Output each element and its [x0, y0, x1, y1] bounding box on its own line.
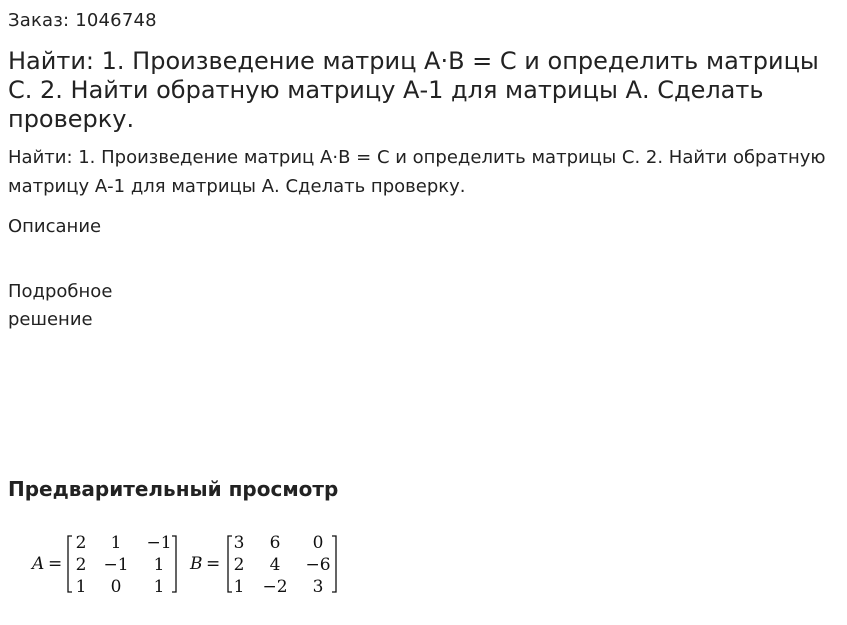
matrix-b-cell: 6: [269, 533, 281, 553]
matrix-formula: [30, 530, 350, 598]
matrix-b-equals: =: [206, 554, 221, 574]
page-title: Найти: 1. Произведение матриц А·В = С и определить матрицы С. 2. Найти обратную матрицу А-1 для матрицы А. Сделать проверку.: [8, 47, 819, 133]
matrix-a-cell: 1: [153, 555, 165, 575]
matrix-b-cell: 2: [233, 555, 245, 575]
matrix-a-cell: 2: [75, 555, 87, 575]
matrix-a-equals: =: [48, 554, 63, 574]
matrix-b-name: B: [190, 554, 203, 574]
detailed-solution-label: Подробное решение: [8, 281, 113, 330]
matrix-a-cell: 1: [75, 577, 87, 597]
matrix-b-right-bracket: [332, 536, 336, 592]
task-summary: Найти: 1. Произведение матриц А·В = С и определить матрицы С. 2. Найти обратную матрицу А-1 для матрицы А. Сделать проверку.: [8, 147, 826, 197]
matrix-b-cell: −6: [305, 555, 331, 575]
matrix-a-cell: −1: [103, 555, 129, 575]
matrix-b-cell: 0: [312, 533, 324, 553]
matrix-a-cell: 1: [153, 577, 165, 597]
matrix-b-left-bracket: [228, 536, 232, 592]
matrix-a-left-bracket: [68, 536, 72, 592]
matrix-preview: [30, 530, 350, 598]
matrix-a-name: A: [32, 554, 45, 574]
preview-heading: Предварительный просмотр: [8, 477, 339, 501]
matrix-b-cell: 4: [269, 555, 281, 575]
matrix-b-cell: −2: [262, 577, 288, 597]
matrix-a-cell: −1: [146, 533, 172, 553]
matrix-b-cell: 3: [312, 577, 324, 597]
matrix-b-cell: 1: [233, 577, 245, 597]
matrix-a-cell: 0: [110, 577, 122, 597]
matrix-a-cell: 1: [110, 533, 122, 553]
matrix-a-right-bracket: [172, 536, 176, 592]
matrix-a-cell: 2: [75, 533, 87, 553]
description-label: Описание: [8, 216, 102, 237]
matrix-b-cell: 3: [233, 533, 245, 553]
order-number: Заказ: 1046748: [8, 10, 157, 31]
